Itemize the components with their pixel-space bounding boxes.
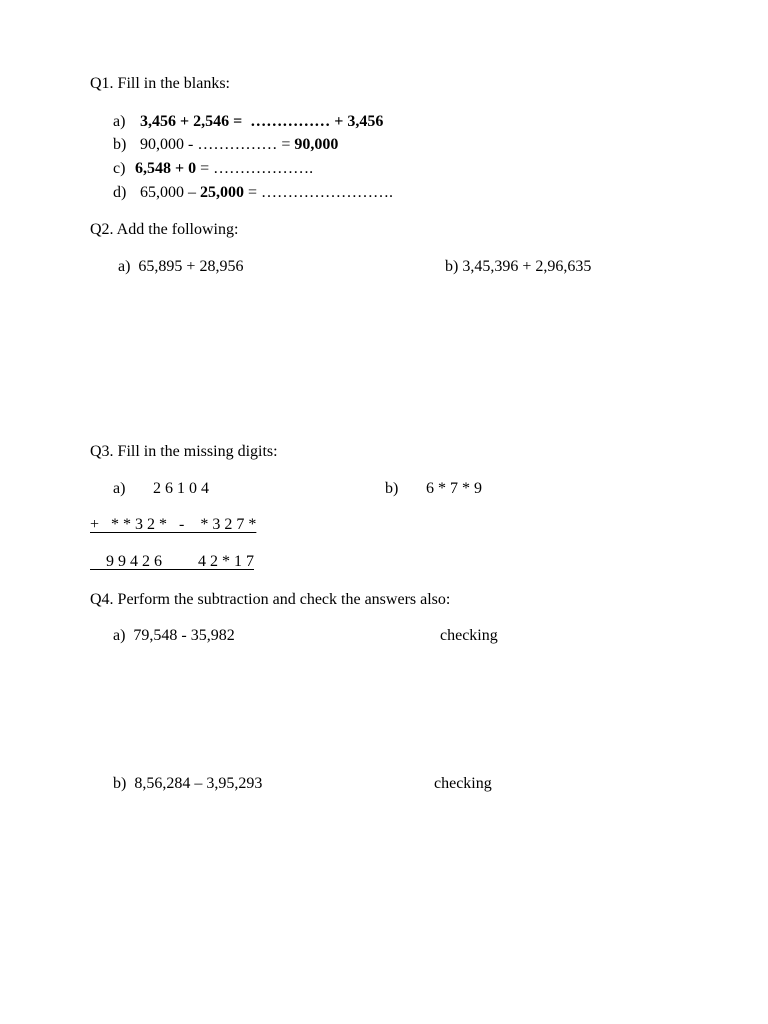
q4-item-b: b) 8,56,284 – 3,95,293 (113, 775, 263, 792)
q3-item-b-label: b) (385, 480, 399, 497)
q3-item-a-label: a) (113, 480, 126, 497)
q1-item-d-expr: 65,000 – (140, 184, 200, 201)
q1-item-a-blank: …………… + 3,456 (250, 113, 384, 130)
q1-item-b-label: b) (113, 136, 127, 153)
q2-item-b: b) 3,45,396 + 2,96,635 (445, 258, 592, 275)
q3-item-a-top: 2 6 1 0 4 (153, 480, 209, 497)
q2-item-a: a) 65,895 + 28,956 (118, 258, 244, 275)
q4-item-a-checking: checking (440, 627, 498, 644)
q4-heading: Q4. Perform the subtraction and check the answers also: (90, 591, 451, 608)
q1-item-b-result: 90,000 (294, 136, 339, 153)
q3-heading: Q3. Fill in the missing digits: (90, 443, 278, 460)
q1-heading: Q1. Fill in the blanks: (90, 75, 230, 92)
q1-item-c-text (135, 161, 313, 177)
q4-item-a: a) 79,548 - 35,982 (113, 627, 235, 644)
q1-item-d-blank: = ……………………. (244, 184, 394, 201)
q1-item-c-expr: 6,548 + 0 (135, 160, 197, 177)
q1-item-d-label: d) (113, 184, 127, 201)
q3-row-answer: 9 9 4 2 6 4 2 * 1 7 (90, 553, 254, 570)
q1-item-c-label: c) (113, 160, 126, 177)
q1-item-b-text (140, 137, 338, 153)
q2-heading: Q2. Add the following: (90, 221, 239, 238)
q1-item-a-text (140, 114, 383, 130)
q1-item-a-label: a) (113, 113, 126, 130)
q4-item-b-checking: checking (434, 775, 492, 792)
q3-row-middle: + * * 3 2 * - * 3 2 7 * (90, 516, 257, 533)
q1-item-c-blank: = ………………. (196, 160, 314, 177)
q3-item-b-top: 6 * 7 * 9 (426, 480, 482, 497)
q1-item-d-subtrahend: 25,000 (200, 184, 244, 201)
q1-item-a-expr: 3,456 + 2,546 = (140, 113, 243, 130)
q1-item-b-expr: 90,000 - …………… = (140, 136, 295, 153)
q1-item-d-text (140, 185, 393, 201)
